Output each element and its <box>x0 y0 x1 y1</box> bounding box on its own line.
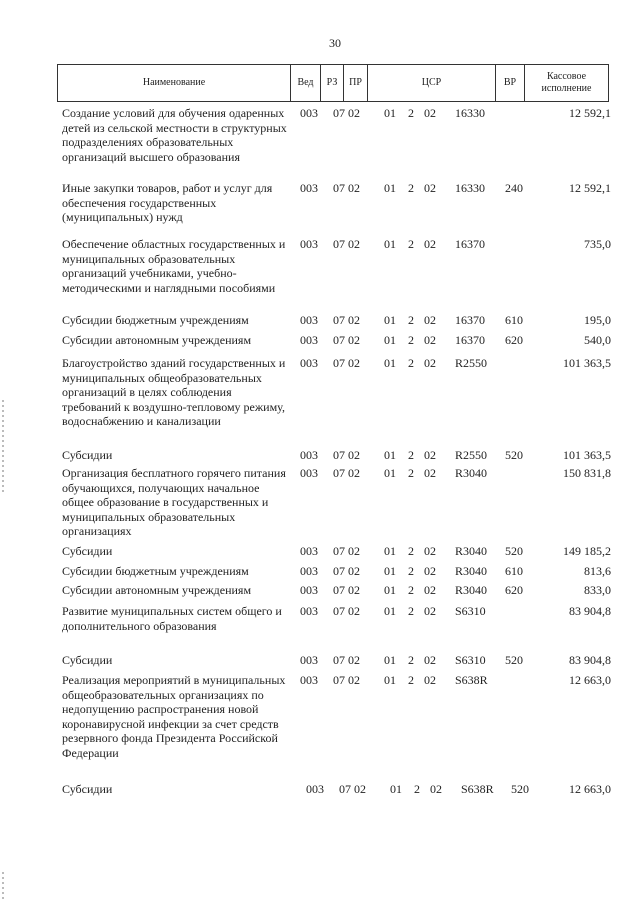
row-csr-subprogram: 2 <box>408 653 414 667</box>
header-csr: ЦСР <box>368 65 496 101</box>
row-vr: 610 <box>505 564 523 578</box>
row-name: Субсидии <box>62 448 113 462</box>
row-vr: 520 <box>511 782 529 796</box>
row-csr-program: 01 <box>384 564 396 578</box>
row-csr-code: 16370 <box>455 313 485 327</box>
row-csr-subprogram: 2 <box>408 333 414 347</box>
row-csr-event: 02 <box>424 448 436 462</box>
row-csr-subprogram: 2 <box>408 466 414 480</box>
row-name: Развитие муниципальных систем общего и дополнительного образования <box>62 604 282 633</box>
row-csr-code: 16330 <box>455 106 485 120</box>
row-amount: 735,0 <box>584 237 611 251</box>
row-vr: 520 <box>505 544 523 558</box>
row-csr-event: 02 <box>424 333 436 347</box>
row-rzpr: 07 02 <box>333 448 360 462</box>
row-amount: 195,0 <box>584 313 611 327</box>
row-amount: 833,0 <box>584 583 611 597</box>
row-amount: 83 904,8 <box>569 653 611 667</box>
row-csr-subprogram: 2 <box>408 583 414 597</box>
row-rzpr: 07 02 <box>333 181 360 195</box>
row-vr: 620 <box>505 583 523 597</box>
header-name: Наименование <box>58 65 291 101</box>
row-amount: 83 904,8 <box>569 604 611 618</box>
row-rzpr: 07 02 <box>333 356 360 370</box>
row-csr-subprogram: 2 <box>408 181 414 195</box>
row-csr-code: R3040 <box>455 583 488 597</box>
row-csr-code: R2550 <box>455 448 488 462</box>
page-number: 30 <box>329 36 341 50</box>
row-csr-program: 01 <box>384 313 396 327</box>
row-csr-program: 01 <box>384 181 396 195</box>
row-vr: 520 <box>505 653 523 667</box>
row-name: Субсидии автономным учреждениям <box>62 333 252 347</box>
row-csr-program: 01 <box>384 466 396 480</box>
row-ved: 003 <box>300 237 318 251</box>
row-ved: 003 <box>306 782 324 796</box>
header-ved: Вед <box>291 65 321 101</box>
row-amount: 101 363,5 <box>563 448 611 462</box>
row-rzpr: 07 02 <box>333 544 360 558</box>
row-ved: 003 <box>300 466 318 480</box>
row-csr-subprogram: 2 <box>408 448 414 462</box>
row-amount: 101 363,5 <box>563 356 611 370</box>
row-csr-program: 01 <box>384 448 396 462</box>
scan-margin-mark <box>2 872 4 900</box>
row-csr-event: 02 <box>424 181 436 195</box>
row-csr-code: R2550 <box>455 356 488 370</box>
row-csr-program: 01 <box>384 237 396 251</box>
row-rzpr: 07 02 <box>333 604 360 618</box>
row-name: Субсидии <box>62 782 113 796</box>
row-name: Обеспечение областных государственных и муниципальных образовательных организаций учебниками, учебно-методическими и наглядными пособиями <box>62 237 286 295</box>
row-csr-subprogram: 2 <box>408 564 414 578</box>
row-ved: 003 <box>300 448 318 462</box>
row-vr: 240 <box>505 181 523 195</box>
row-ved: 003 <box>300 604 318 618</box>
row-ved: 003 <box>300 181 318 195</box>
row-vr: 520 <box>505 448 523 462</box>
row-csr-event: 02 <box>424 604 436 618</box>
row-csr-subprogram: 2 <box>414 782 420 796</box>
row-rzpr: 07 02 <box>333 673 360 687</box>
row-csr-subprogram: 2 <box>408 544 414 558</box>
row-csr-event: 02 <box>430 782 442 796</box>
row-vr: 620 <box>505 333 523 347</box>
table-header <box>57 64 609 102</box>
row-vr: 610 <box>505 313 523 327</box>
row-csr-program: 01 <box>390 782 402 796</box>
row-csr-code: 16370 <box>455 333 485 347</box>
row-ved: 003 <box>300 653 318 667</box>
row-ved: 003 <box>300 564 318 578</box>
row-csr-code: 16330 <box>455 181 485 195</box>
row-csr-program: 01 <box>384 106 396 120</box>
row-name: Субсидии бюджетным учреждениям <box>62 564 249 578</box>
header-vr: ВР <box>496 65 525 101</box>
header-kassovoe: Кассовое исполнение <box>541 71 592 94</box>
row-rzpr: 07 02 <box>333 237 360 251</box>
header-rz: РЗ <box>321 65 344 101</box>
row-name: Реализация мероприятий в муниципальных общеобразовательных организациях по недопущению распространения новой коронавирусной инфекции за счет средств резервного фонда Президента Российской Федерации <box>62 673 286 760</box>
row-csr-program: 01 <box>384 333 396 347</box>
row-csr-event: 02 <box>424 106 436 120</box>
row-amount: 12 592,1 <box>569 106 611 120</box>
row-csr-event: 02 <box>424 466 436 480</box>
row-csr-subprogram: 2 <box>408 673 414 687</box>
row-name: Создание условий для обучения одаренных детей из сельской местности в структурных подразделениях образовательных организаций высшего образования <box>62 106 287 164</box>
row-csr-program: 01 <box>384 653 396 667</box>
row-csr-code: 16370 <box>455 237 485 251</box>
row-csr-event: 02 <box>424 313 436 327</box>
row-rzpr: 07 02 <box>333 653 360 667</box>
row-csr-subprogram: 2 <box>408 604 414 618</box>
row-csr-event: 02 <box>424 653 436 667</box>
row-csr-code: S6310 <box>455 653 486 667</box>
row-amount: 540,0 <box>584 333 611 347</box>
row-ved: 003 <box>300 583 318 597</box>
row-csr-program: 01 <box>384 583 396 597</box>
row-csr-event: 02 <box>424 583 436 597</box>
row-name: Иные закупки товаров, работ и услуг для обеспечения государственных (муниципальных) нужд <box>62 181 273 224</box>
row-csr-event: 02 <box>424 673 436 687</box>
row-ved: 003 <box>300 333 318 347</box>
row-name: Субсидии бюджетным учреждениям <box>62 313 249 327</box>
row-csr-event: 02 <box>424 544 436 558</box>
row-csr-subprogram: 2 <box>408 356 414 370</box>
row-csr-event: 02 <box>424 237 436 251</box>
row-csr-program: 01 <box>384 544 396 558</box>
row-csr-event: 02 <box>424 356 436 370</box>
row-name: Субсидии автономным учреждениям <box>62 583 252 597</box>
row-ved: 003 <box>300 673 318 687</box>
row-csr-program: 01 <box>384 673 396 687</box>
row-name: Благоустройство зданий государственных и муниципальных общеобразовательных организаций в целях соблюдения требований к воздушно-тепловому режиму, водоснабжению и канализации <box>62 356 286 428</box>
row-ved: 003 <box>300 106 318 120</box>
row-name: Субсидии <box>62 653 113 667</box>
row-rzpr: 07 02 <box>333 564 360 578</box>
row-amount: 813,6 <box>584 564 611 578</box>
row-csr-code: R3040 <box>455 564 488 578</box>
row-csr-program: 01 <box>384 604 396 618</box>
row-csr-subprogram: 2 <box>408 106 414 120</box>
row-name: Субсидии <box>62 544 113 558</box>
row-name: Организация бесплатного горячего питания обучающихся, получающих начальное общее образование в государственных и муниципальных образовательных организациях <box>62 466 286 538</box>
row-rzpr: 07 02 <box>333 333 360 347</box>
row-rzpr: 07 02 <box>333 583 360 597</box>
row-csr-code: S638R <box>461 782 494 796</box>
row-csr-subprogram: 2 <box>408 237 414 251</box>
row-ved: 003 <box>300 313 318 327</box>
row-amount: 12 592,1 <box>569 181 611 195</box>
row-csr-program: 01 <box>384 356 396 370</box>
row-amount: 150 831,8 <box>563 466 611 480</box>
row-amount: 12 663,0 <box>569 673 611 687</box>
row-csr-code: S638R <box>455 673 488 687</box>
row-csr-subprogram: 2 <box>408 313 414 327</box>
row-csr-code: R3040 <box>455 544 488 558</box>
row-rzpr: 07 02 <box>333 313 360 327</box>
scan-margin-mark <box>2 400 4 495</box>
row-amount: 149 185,2 <box>563 544 611 558</box>
row-rzpr: 07 02 <box>333 106 360 120</box>
row-rzpr: 07 02 <box>339 782 366 796</box>
row-ved: 003 <box>300 544 318 558</box>
header-pr: ПР <box>344 65 368 101</box>
row-csr-event: 02 <box>424 564 436 578</box>
row-csr-code: R3040 <box>455 466 488 480</box>
row-rzpr: 07 02 <box>333 466 360 480</box>
row-ved: 003 <box>300 356 318 370</box>
row-csr-code: S6310 <box>455 604 486 618</box>
row-amount: 12 663,0 <box>569 782 611 796</box>
